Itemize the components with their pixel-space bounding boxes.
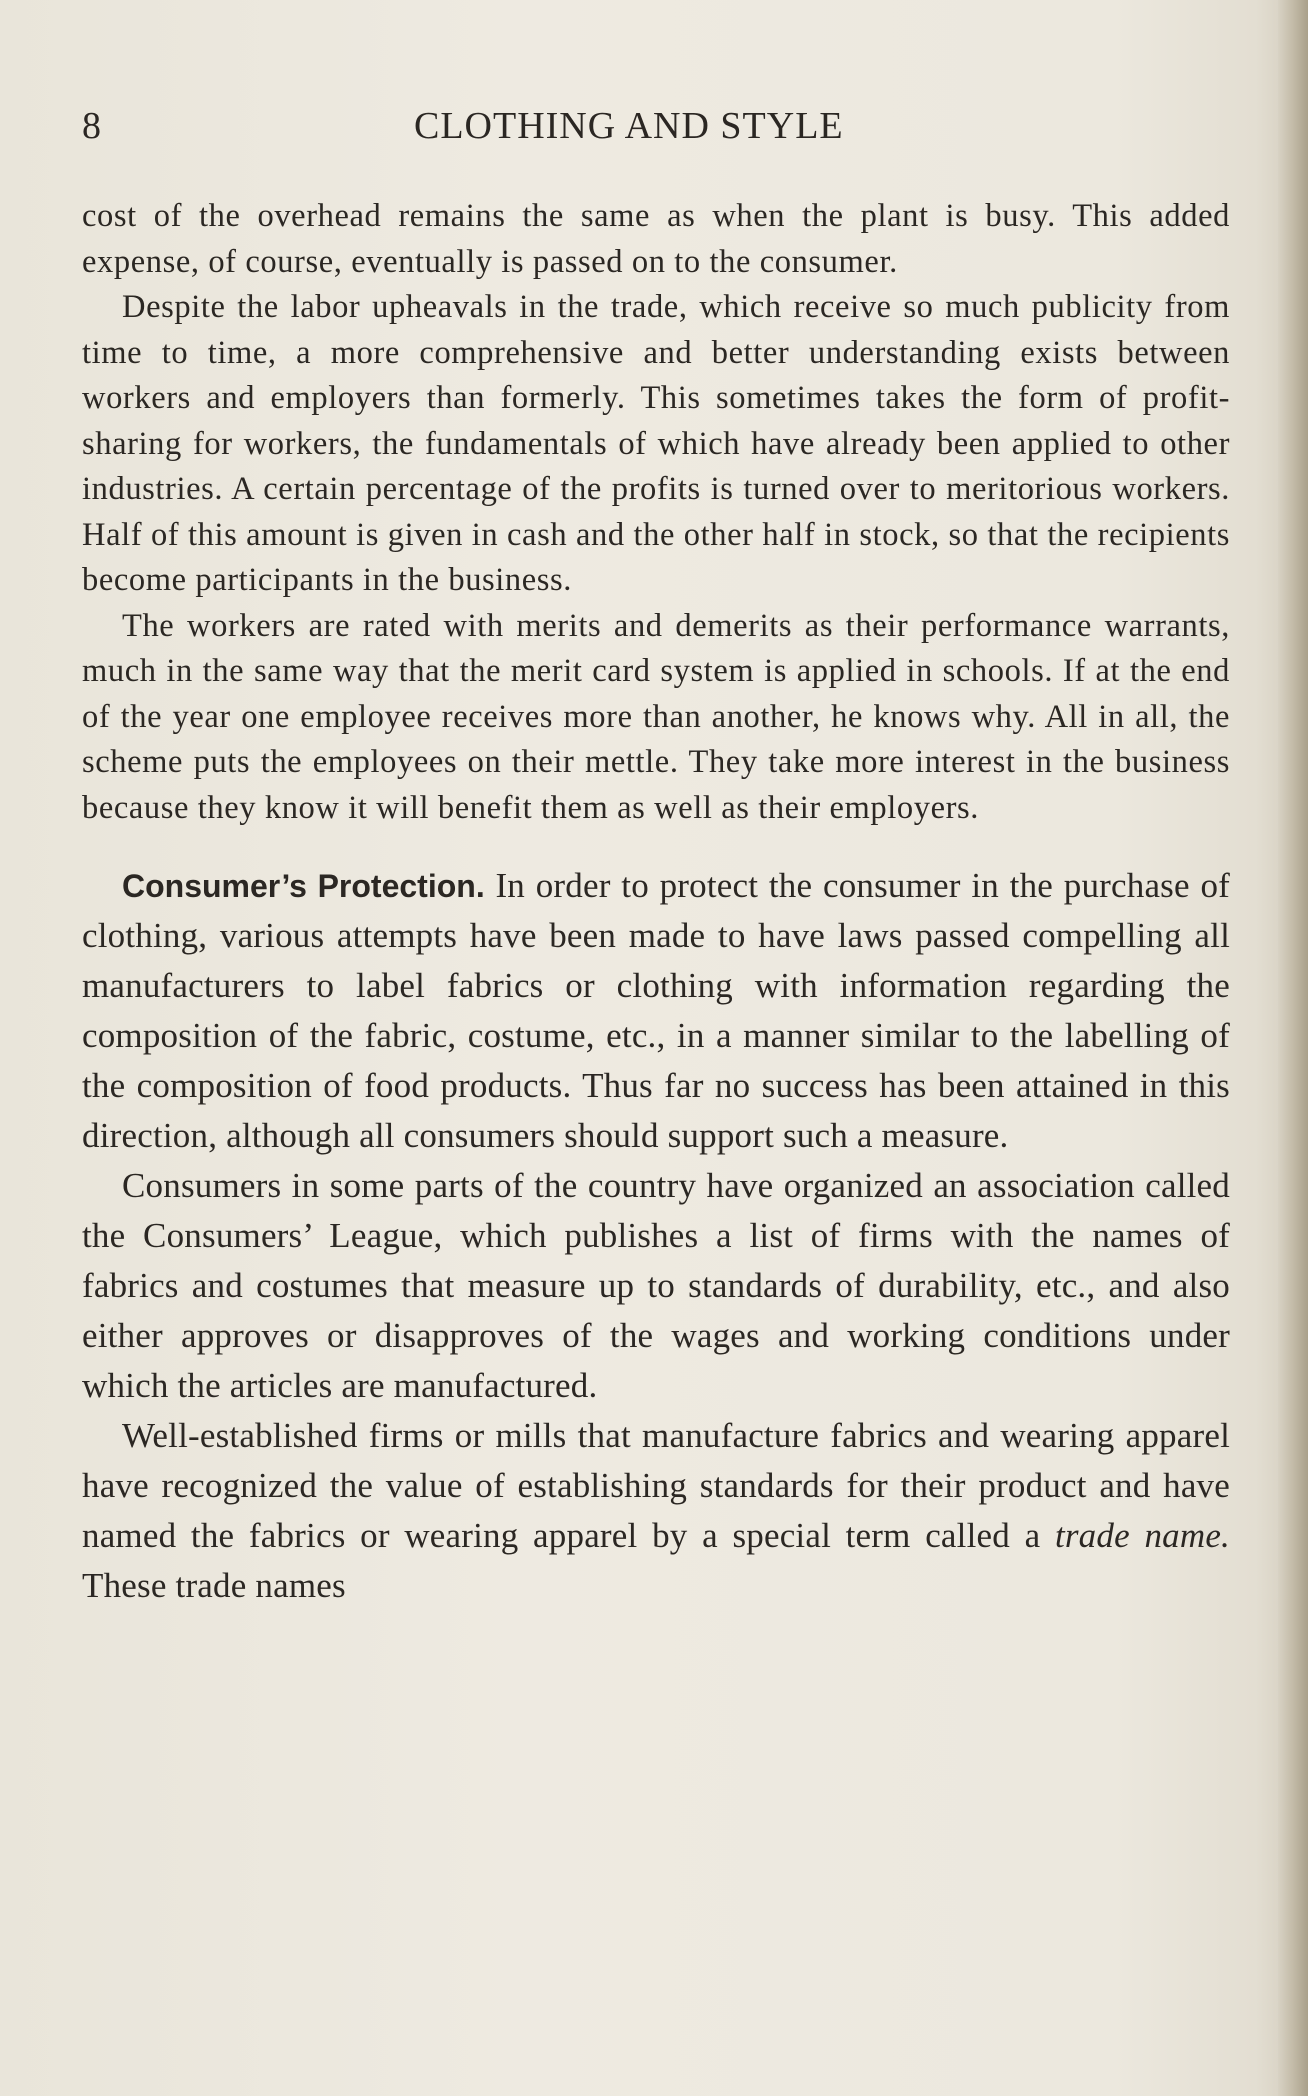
- page-number: 8: [82, 105, 102, 147]
- page-content: [82, 100, 1230, 1611]
- paragraph-labelling-laws: In order to protect the consumer in the purchase of clothing, various attempts have been made to have laws passed compelling all manufacturers to label fabrics or clothing with information regarding the composition of the fabric, costume, etc., in a manner similar to the labelling of the composition of food products. Thus far no success has been attained in this direction, although all consumers should support such a measure.: [82, 866, 1230, 1155]
- consumer-protection-section: [82, 861, 1230, 1611]
- running-head: [82, 100, 1230, 152]
- paragraph-overhead-cost: cost of the overhead remains the same as when the plant is busy. This added expense, of course, eventually is passed on to the consumer.: [82, 198, 1230, 280]
- running-head-title: CLOTHING AND STYLE: [414, 105, 844, 147]
- trade-name-text-after: These trade names: [82, 1566, 346, 1605]
- paragraph-consumers-league: Consumers in some parts of the country have organized an association called the Consumers’ League, which publishes a list of firms with the names of fabrics and costumes that measure up to standards of durability, etc., and also either approves or disapproves of the wages and working conditions under which the articles are manufactured.: [82, 1166, 1230, 1405]
- paragraph-profit-sharing: Despite the labor upheavals in the trade, which receive so much publicity from time to time, a more comprehensive and better understanding exists between workers and employers than formerly. This sometimes takes the form of profit-sharing for workers, the fundamentals of which have already been applied to other industries. A certain percentage of the profits is turned over to meritorious workers. Half of this amount is given in cash and the other half in stock, so that the recipients become participants in the business.: [82, 289, 1230, 598]
- section-heading: Consumer’s Protection.: [122, 868, 485, 904]
- labor-section: [82, 194, 1230, 831]
- trade-name-term: trade name.: [1054, 1516, 1230, 1555]
- paragraph-consumer-protection: [82, 861, 1230, 1161]
- trade-name-text-before: Well-established firms or mills that manufacture fabrics and wearing apparel have recognized the value of establishing standards for their product and have named the fabrics or wearing apparel by a special term called a: [82, 1416, 1230, 1555]
- paragraph-trade-name: [82, 1411, 1230, 1611]
- page-edge: [1278, 0, 1308, 2096]
- paragraph-merit-rating: The workers are rated with merits and demerits as their performance warrants, much in the same way that the merit card system is applied in schools. If at the end of the year one employee receives more than another, he knows why. All in all, the scheme puts the employees on their mettle. They take more interest in the business because they know it will benefit them as well as their employers.: [82, 607, 1230, 826]
